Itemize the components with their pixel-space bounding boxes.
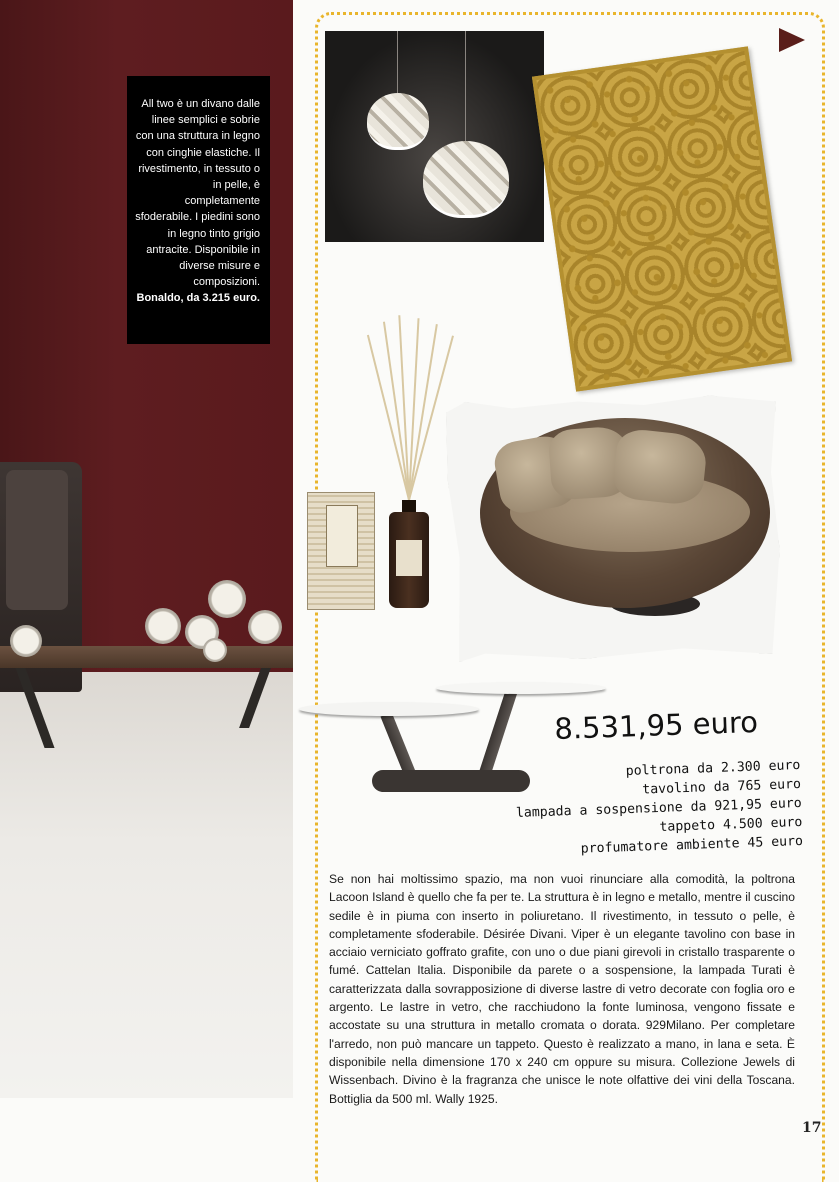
rug-photo	[532, 46, 792, 391]
price-item: profumatore ambiente 45 euro	[580, 833, 804, 857]
clock	[145, 608, 181, 644]
clock	[208, 580, 246, 618]
caption-text	[135, 96, 260, 307]
lamp-shade	[423, 141, 509, 218]
article-body: Se non hai moltissimo spazio, ma non vuoi rinunciare alla comodità, la poltrona Lacoon Island è quello che fa per te. La struttura è in legno e metallo, mentre il cuscino sedile è in piuma con inserto in poliuretano. Il rivestimento, in tessuto o pelle, è completamente sfoderabile. Désirée Divani. Viper è un elegante tavolino con base in acciaio verniciato goffrato grafite, con uno o due piani girevoli in cristallo trasparente o fumé. Cattelan Italia. Disponibile da parete o a sospensione, la lampada Turati è caratterizzata dalla sovrapposizione di diverse lastre di vetro decorate con foglia oro e argento. Le lastre in vetro, che racchiudono la fonte luminosa, vengono fissate e accostate su una struttura in metallo cromata o dorata. 929Milano. Per completare l'arredo, non può mancare un tappeto. Questo è realizzato a mano, in lana e seta. È disponibile nella dimensione 170 x 240 cm oppure su misura. Collezione Jewels di Wissenbach. Divino è la fragranza che unisce le note olfattive dei vini della Toscana. Bottiglia da 500 ml. Wally 1925.	[329, 872, 795, 1106]
caption-box	[127, 76, 270, 344]
bottle-label	[396, 540, 422, 576]
lamp-cord	[465, 31, 466, 141]
fragrance-box-label	[326, 505, 358, 567]
coffee-table	[0, 646, 293, 668]
price-item: lampada a sospensione da 921,95 euro	[515, 795, 802, 821]
table-top	[299, 702, 479, 716]
price-item: poltrona da 2.300 euro	[625, 757, 801, 780]
clock	[203, 638, 227, 662]
caption-brand-price: Bonaldo, da 3.215 euro.	[136, 292, 260, 305]
price-total: 8.531,95 euro	[553, 704, 759, 746]
table-top	[436, 682, 606, 694]
price-item: tappeto 4.500 euro	[659, 814, 803, 835]
price-item: tavolino da 765 euro	[642, 776, 802, 798]
arrow-right-icon	[779, 28, 805, 52]
lamp-cord	[397, 31, 398, 93]
lamp-shade	[367, 93, 429, 150]
clock	[248, 610, 282, 644]
clock	[10, 625, 42, 657]
page-number: 17	[802, 1120, 822, 1136]
pendant-lamp-photo	[325, 31, 544, 242]
sofa-cushion	[6, 470, 68, 610]
caption-body: All two è un divano dalle linee semplici e sobrie con una struttura in legno con cinghie elastiche. Il rivestimento, in tessuto o in pelle, è completamente sfoderabile. I piedini sono in legno tinto grigio antracite. Disponibile in diverse misure e composizioni.	[135, 98, 260, 289]
price-list	[500, 756, 803, 861]
